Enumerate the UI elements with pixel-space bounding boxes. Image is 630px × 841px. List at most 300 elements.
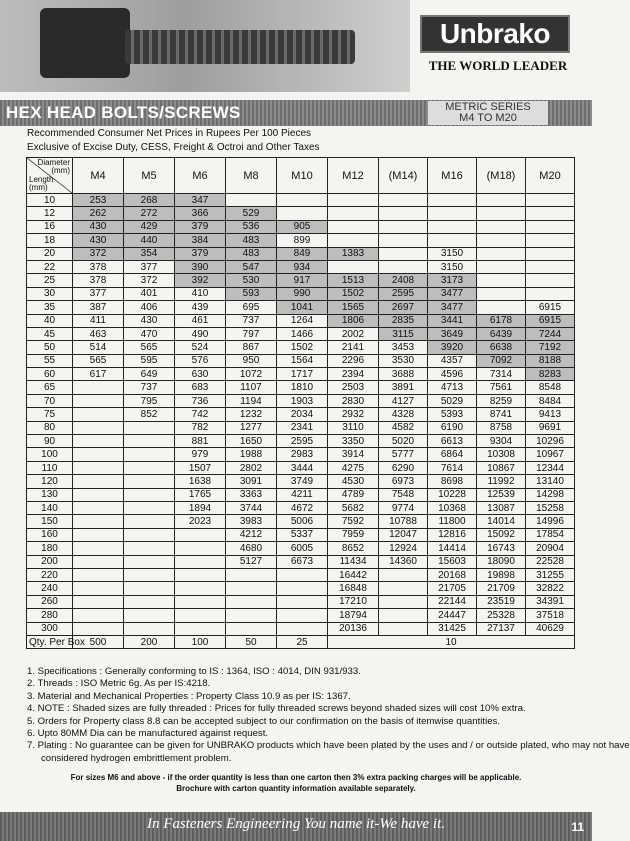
price-cell: 372 (124, 274, 175, 287)
price-cell: 430 (124, 314, 175, 327)
price-cell: 979 (175, 448, 226, 461)
price-cell (328, 260, 379, 273)
price-cell: 12924 (379, 542, 428, 555)
price-cell: 6190 (428, 421, 477, 434)
price-cell: 9304 (477, 435, 526, 448)
length-cell: 180 (27, 542, 73, 555)
price-cell: 3530 (379, 354, 428, 367)
price-cell: 4789 (328, 488, 379, 501)
price-cell: 20168 (428, 568, 477, 581)
price-cell: 378 (73, 260, 124, 273)
price-cell: 7614 (428, 461, 477, 474)
bulk-note-line-1: For sizes M6 and above - if the order quantity is less than one carton then 3% extra packing charges will be applicable. (70, 773, 522, 782)
price-cell (477, 301, 526, 314)
length-cell: 90 (27, 435, 73, 448)
price-cell: 20136 (328, 622, 379, 635)
price-table (26, 157, 575, 649)
price-cell: 4713 (428, 381, 477, 394)
table-row (27, 515, 575, 528)
price-cell: 32822 (526, 582, 575, 595)
price-cell: 1650 (226, 435, 277, 448)
price-cell: 950 (226, 354, 277, 367)
price-cell (73, 582, 124, 595)
price-cell: 630 (175, 368, 226, 381)
price-cell: 6178 (477, 314, 526, 327)
price-cell: 6973 (379, 475, 428, 488)
table-row (27, 408, 575, 421)
price-cell: 6439 (477, 327, 526, 340)
price-cell: 2697 (379, 301, 428, 314)
price-cell: 1903 (277, 394, 328, 407)
price-cell: 15603 (428, 555, 477, 568)
price-cell: 272 (124, 207, 175, 220)
price-cell (328, 207, 379, 220)
price-cell: 470 (124, 327, 175, 340)
price-note: Recommended Consumer Net Prices in Rupees Per 100 Pieces (27, 128, 312, 139)
price-cell: 14014 (477, 515, 526, 528)
price-cell (73, 528, 124, 541)
price-cell: 18090 (477, 555, 526, 568)
price-cell: 899 (277, 234, 328, 247)
length-cell: 16 (27, 220, 73, 233)
price-cell: 3091 (226, 475, 277, 488)
table-row (27, 247, 575, 260)
price-cell: 2394 (328, 368, 379, 381)
price-cell: 8259 (477, 394, 526, 407)
table-row (27, 609, 575, 622)
price-cell (226, 582, 277, 595)
price-cell: 16848 (328, 582, 379, 595)
price-cell (379, 595, 428, 608)
price-cell: 18794 (328, 609, 379, 622)
price-cell: 1194 (226, 394, 277, 407)
price-cell: 3891 (379, 381, 428, 394)
price-cell: 8484 (526, 394, 575, 407)
price-cell: 34391 (526, 595, 575, 608)
bolt-shank-image (125, 30, 355, 64)
price-cell (124, 421, 175, 434)
price-cell (328, 194, 379, 207)
price-cell (226, 568, 277, 581)
price-cell (73, 622, 124, 635)
price-cell (277, 194, 328, 207)
table-row (27, 234, 575, 247)
price-cell: 13087 (477, 501, 526, 514)
price-cell (526, 260, 575, 273)
price-cell: 917 (277, 274, 328, 287)
price-cell: 2408 (379, 274, 428, 287)
price-cell (379, 220, 428, 233)
price-cell: 4357 (428, 354, 477, 367)
price-cell (526, 194, 575, 207)
price-cell: 463 (73, 327, 124, 340)
price-cell: 1383 (328, 247, 379, 260)
table-row (27, 287, 575, 300)
table-row (27, 555, 575, 568)
length-cell: 25 (27, 274, 73, 287)
price-cell: 31425 (428, 622, 477, 635)
price-cell: 366 (175, 207, 226, 220)
price-cell: 5127 (226, 555, 277, 568)
price-cell (73, 461, 124, 474)
price-cell (175, 528, 226, 541)
price-cell: 490 (175, 327, 226, 340)
length-cell: 280 (27, 609, 73, 622)
qty-cell: 500 (73, 635, 124, 648)
price-cell: 4672 (277, 501, 328, 514)
table-row (27, 622, 575, 635)
price-cell: 253 (73, 194, 124, 207)
price-cell: 1107 (226, 381, 277, 394)
length-cell: 50 (27, 341, 73, 354)
length-cell: 120 (27, 475, 73, 488)
series-line-1: METRIC SERIES (445, 101, 531, 113)
price-cell: 2023 (175, 515, 226, 528)
price-cell (73, 475, 124, 488)
price-cell: 3914 (328, 448, 379, 461)
length-cell: 45 (27, 327, 73, 340)
price-cell: 12047 (379, 528, 428, 541)
table-corner-cell (27, 158, 73, 194)
price-cell (428, 194, 477, 207)
price-cell: 2341 (277, 421, 328, 434)
spec-item: 2. Threads : ISO Metric 6g. As per IS:4218. (27, 678, 211, 690)
price-cell: 547 (226, 260, 277, 273)
price-cell (73, 394, 124, 407)
price-cell: 378 (73, 274, 124, 287)
price-cell: 795 (124, 394, 175, 407)
price-cell (526, 234, 575, 247)
table-row (27, 448, 575, 461)
price-cell: 14298 (526, 488, 575, 501)
price-cell (428, 220, 477, 233)
price-cell (73, 609, 124, 622)
price-cell: 3749 (277, 475, 328, 488)
price-cell: 1232 (226, 408, 277, 421)
price-cell (328, 234, 379, 247)
price-cell (477, 247, 526, 260)
price-cell: 881 (175, 435, 226, 448)
price-cell: 354 (124, 247, 175, 260)
table-row (27, 207, 575, 220)
column-header: M4 (73, 158, 124, 194)
table-row (27, 421, 575, 434)
price-cell: 2802 (226, 461, 277, 474)
price-cell: 6673 (277, 555, 328, 568)
price-cell: 16743 (477, 542, 526, 555)
price-cell (379, 207, 428, 220)
price-cell: 2595 (277, 435, 328, 448)
length-cell: 70 (27, 394, 73, 407)
price-cell: 23519 (477, 595, 526, 608)
price-cell (226, 609, 277, 622)
price-cell: 5337 (277, 528, 328, 541)
price-cell: 3150 (428, 247, 477, 260)
price-cell: 31255 (526, 568, 575, 581)
price-cell: 4212 (226, 528, 277, 541)
price-cell: 3115 (379, 327, 428, 340)
price-cell: 461 (175, 314, 226, 327)
price-cell (124, 622, 175, 635)
price-cell (73, 421, 124, 434)
price-cell: 1988 (226, 448, 277, 461)
price-cell: 2002 (328, 327, 379, 340)
price-cell: 2983 (277, 448, 328, 461)
price-cell: 1502 (277, 341, 328, 354)
price-cell: 21709 (477, 582, 526, 595)
price-cell (124, 542, 175, 555)
table-row (27, 582, 575, 595)
table-row (27, 194, 575, 207)
price-cell: 9691 (526, 421, 575, 434)
price-cell: 12539 (477, 488, 526, 501)
length-cell: 35 (27, 301, 73, 314)
table-header-row (27, 158, 575, 194)
price-cell (124, 609, 175, 622)
price-cell: 25328 (477, 609, 526, 622)
price-cell: 15258 (526, 501, 575, 514)
length-cell: 200 (27, 555, 73, 568)
price-cell: 7192 (526, 341, 575, 354)
price-cell: 6915 (526, 314, 575, 327)
price-cell: 17210 (328, 595, 379, 608)
price-cell: 565 (73, 354, 124, 367)
qty-cell: 100 (175, 635, 226, 648)
price-cell: 439 (175, 301, 226, 314)
price-cell: 410 (175, 287, 226, 300)
price-cell: 37518 (526, 609, 575, 622)
price-cell: 3477 (428, 301, 477, 314)
qty-row (27, 635, 575, 648)
qty-cell: 50 (226, 635, 277, 648)
price-cell: 387 (73, 301, 124, 314)
price-cell: 1513 (328, 274, 379, 287)
price-cell: 5777 (379, 448, 428, 461)
column-header: M5 (124, 158, 175, 194)
price-cell: 6613 (428, 435, 477, 448)
table-row (27, 354, 575, 367)
price-cell: 1894 (175, 501, 226, 514)
price-cell: 10308 (477, 448, 526, 461)
price-cell: 9774 (379, 501, 428, 514)
price-cell (124, 475, 175, 488)
price-cell: 4127 (379, 394, 428, 407)
length-cell: 220 (27, 568, 73, 581)
price-cell: 4211 (277, 488, 328, 501)
table-row (27, 595, 575, 608)
price-cell: 268 (124, 194, 175, 207)
table-row (27, 488, 575, 501)
price-cell (175, 622, 226, 635)
price-cell (73, 568, 124, 581)
price-cell: 4328 (379, 408, 428, 421)
length-cell: 240 (27, 582, 73, 595)
price-cell: 649 (124, 368, 175, 381)
price-cell: 6915 (526, 301, 575, 314)
price-cell: 27137 (477, 622, 526, 635)
price-cell: 483 (226, 234, 277, 247)
price-cell (73, 408, 124, 421)
price-cell (477, 207, 526, 220)
price-cell: 14996 (526, 515, 575, 528)
table-row (27, 501, 575, 514)
price-cell (526, 207, 575, 220)
length-cell: 55 (27, 354, 73, 367)
price-cell: 406 (124, 301, 175, 314)
price-cell: 483 (226, 247, 277, 260)
price-cell: 11434 (328, 555, 379, 568)
table-row (27, 568, 575, 581)
price-cell (526, 287, 575, 300)
price-cell: 3363 (226, 488, 277, 501)
bulk-order-note (0, 772, 592, 794)
price-cell: 377 (73, 287, 124, 300)
price-cell: 742 (175, 408, 226, 421)
price-cell (73, 435, 124, 448)
table-row (27, 314, 575, 327)
price-cell: 372 (73, 247, 124, 260)
price-cell: 530 (226, 274, 277, 287)
qty-cell: 25 (277, 635, 328, 648)
bulk-note-line-2: Brochure with carton quantity information available separately. (176, 784, 416, 793)
price-cell (277, 622, 328, 635)
price-cell: 524 (175, 341, 226, 354)
spec-item: 5. Orders for Property class 8.8 can be accepted subject to our confirmation on the basis of itemwise quantities. (27, 715, 500, 727)
price-cell: 14360 (379, 555, 428, 568)
price-cell: 3649 (428, 327, 477, 340)
bolt-head-image (40, 8, 130, 78)
length-cell: 100 (27, 448, 73, 461)
price-cell: 21705 (428, 582, 477, 595)
price-cell: 379 (175, 247, 226, 260)
price-cell (175, 595, 226, 608)
price-cell: 1277 (226, 421, 277, 434)
spec-item: 1. Specifications : Generally conforming to IS : 1364, ISO : 4014, DIN 931/933. (27, 666, 361, 677)
table-row (27, 394, 575, 407)
price-cell: 2034 (277, 408, 328, 421)
page-number: 11 (571, 820, 584, 834)
price-cell: 595 (124, 354, 175, 367)
price-cell: 1806 (328, 314, 379, 327)
price-cell: 440 (124, 234, 175, 247)
price-cell (277, 609, 328, 622)
price-cell: 384 (175, 234, 226, 247)
price-cell: 3150 (428, 260, 477, 273)
spec-item: 7. Plating : No guarantee can be given for UNBRAKO products which have been plated by the uses and / or outside plated, who may not have (27, 740, 630, 752)
spec-item: 4. NOTE : Shaded sizes are fully threaded : Prices for fully threaded screws beyond shaded sizes will cost 10% extra. (27, 703, 526, 715)
price-cell (477, 260, 526, 273)
price-cell: 6005 (277, 542, 328, 555)
price-cell: 2503 (328, 381, 379, 394)
table-row (27, 435, 575, 448)
price-cell: 797 (226, 327, 277, 340)
price-cell (526, 247, 575, 260)
column-header: M10 (277, 158, 328, 194)
price-cell (379, 247, 428, 260)
price-cell: 10296 (526, 435, 575, 448)
price-cell: 4275 (328, 461, 379, 474)
price-cell: 2141 (328, 341, 379, 354)
price-cell (73, 448, 124, 461)
price-cell: 4680 (226, 542, 277, 555)
price-cell: 8758 (477, 421, 526, 434)
footer-band (0, 812, 592, 841)
price-cell: 5006 (277, 515, 328, 528)
price-cell (175, 609, 226, 622)
price-cell (124, 582, 175, 595)
price-cell: 7548 (379, 488, 428, 501)
price-cell: 4582 (379, 421, 428, 434)
price-cell (379, 194, 428, 207)
length-cell: 300 (27, 622, 73, 635)
price-cell: 4530 (328, 475, 379, 488)
price-cell: 7092 (477, 354, 526, 367)
column-header: M20 (526, 158, 575, 194)
length-cell: 130 (27, 488, 73, 501)
price-cell: 392 (175, 274, 226, 287)
price-cell (124, 555, 175, 568)
price-cell (328, 220, 379, 233)
table-row (27, 341, 575, 354)
length-cell: 40 (27, 314, 73, 327)
series-box (428, 101, 548, 125)
price-cell: 11992 (477, 475, 526, 488)
price-cell (477, 274, 526, 287)
column-header: M6 (175, 158, 226, 194)
price-cell: 1717 (277, 368, 328, 381)
table-row (27, 274, 575, 287)
price-cell: 10228 (428, 488, 477, 501)
length-cell: 65 (27, 381, 73, 394)
diameter-label: Diameter (mm) (37, 158, 70, 175)
price-cell (379, 582, 428, 595)
price-cell (477, 234, 526, 247)
price-cell: 3688 (379, 368, 428, 381)
price-cell: 262 (73, 207, 124, 220)
price-cell: 429 (124, 220, 175, 233)
price-cell (428, 234, 477, 247)
price-cell: 40629 (526, 622, 575, 635)
price-cell: 934 (277, 260, 328, 273)
price-cell (379, 234, 428, 247)
price-cell: 1072 (226, 368, 277, 381)
price-cell: 7592 (328, 515, 379, 528)
price-cell (477, 194, 526, 207)
price-cell: 10368 (428, 501, 477, 514)
price-cell: 782 (175, 421, 226, 434)
price-cell (73, 555, 124, 568)
length-cell: 60 (27, 368, 73, 381)
price-cell: 5029 (428, 394, 477, 407)
table-row (27, 368, 575, 381)
table-row (27, 542, 575, 555)
unbrako-logo (420, 15, 570, 53)
price-cell (526, 274, 575, 287)
length-cell: 20 (27, 247, 73, 260)
price-cell: 1507 (175, 461, 226, 474)
price-cell: 3444 (277, 461, 328, 474)
table-row (27, 528, 575, 541)
price-cell (226, 622, 277, 635)
price-cell: 377 (124, 260, 175, 273)
price-cell: 529 (226, 207, 277, 220)
price-cell: 20904 (526, 542, 575, 555)
qty-label: Qty. Per Box (27, 635, 73, 648)
title-band (0, 100, 592, 126)
price-cell: 3350 (328, 435, 379, 448)
price-cell: 22144 (428, 595, 477, 608)
tax-note: Exclusive of Excise Duty, CESS, Freight & Octroi and Other Taxes (27, 142, 320, 153)
